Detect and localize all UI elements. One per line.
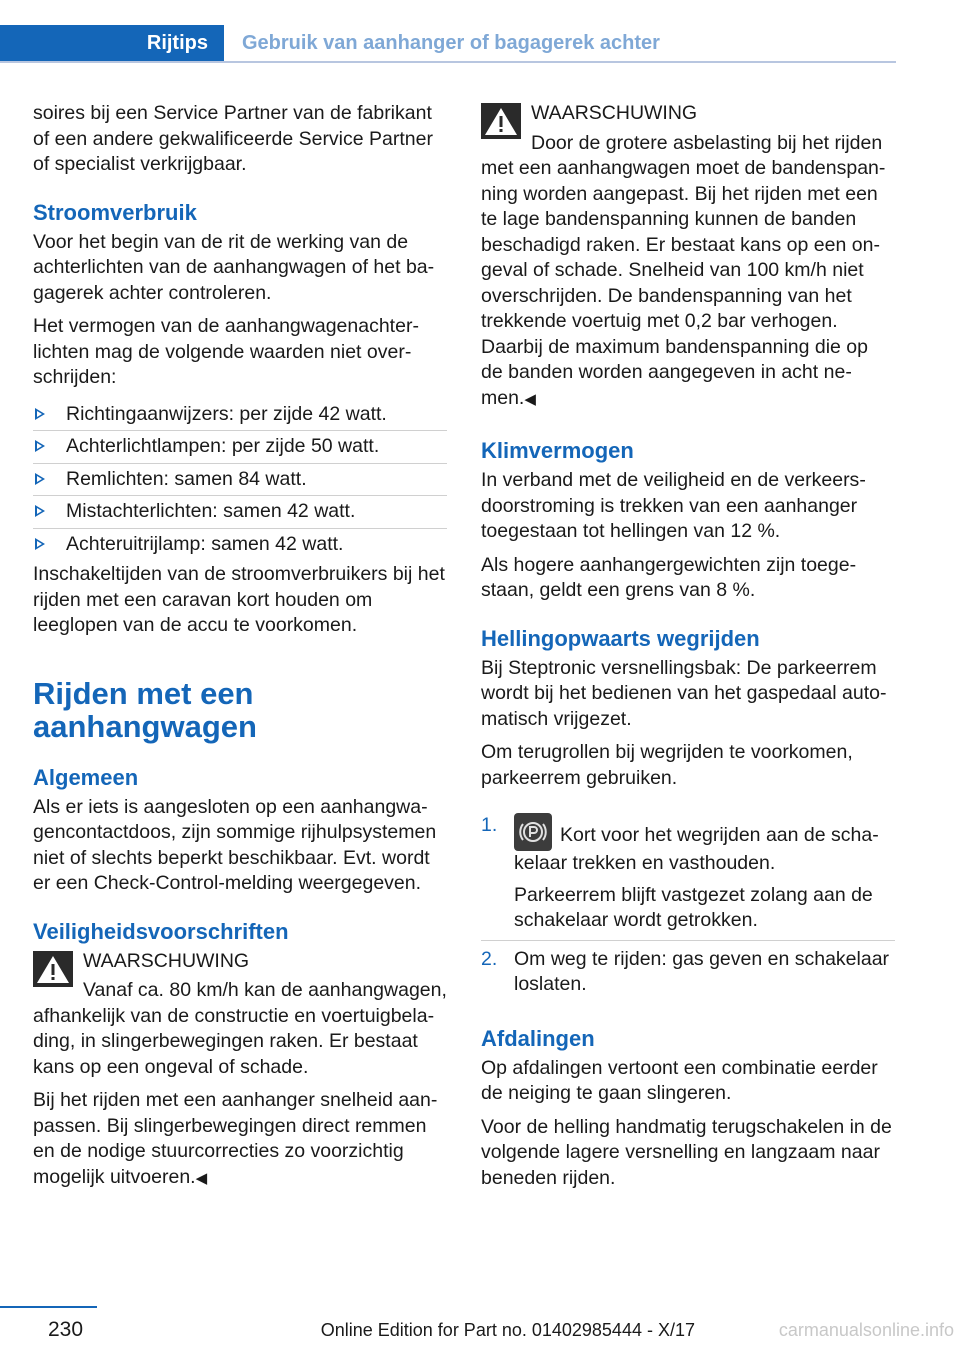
warning-title: WAARSCHUWING <box>531 102 698 124</box>
warning-paragraph-1: Vanaf ca. 80 km/h kan de aanhangwagen, afhankelijk van de constructie en voertuigbelading, in slingerbewegingen raken. Er bestaat kans op een ongeval of schade. <box>33 979 447 1078</box>
header-section-label: Rijtips <box>146 32 208 54</box>
intro-paragraph: soires bij een Service Partner van de fabrikant of een andere gekwalificeerde Service Partner of specialist verkrijgbaar. <box>33 102 433 175</box>
steps-list <box>481 813 895 1004</box>
right-column <box>481 101 895 1199</box>
list-item <box>481 940 895 1004</box>
page-header <box>0 25 896 63</box>
page-number: 230 <box>48 1318 84 1341</box>
stroomverbruik-paragraph-2: Het vermogen van de aanhangwagenachterlichten mag de volgende waarden niet overschrijden: <box>33 315 419 388</box>
warning-paragraph: Door de grotere asbelasting bij het rijden met een aanhangwagen moet de bandenspanning worden aangepast. Bij het rijden met een te lage bandenspanning kunnen de banden beschadigd raken. Er bestaat kans op een ongeval of schade. Snelheid van 100 km/h niet overschrijden. De bandenspanning van het trekkende voertuig met 0,2 bar verhogen. Daarbij de maximum bandenspanning die op de banden worden aangegeven in acht nemen.◀ <box>481 131 886 409</box>
step-subtext: Parkeerrem blijft vastgezet zolang aan de schakelaar wordt getrokken. <box>514 883 873 931</box>
list-item <box>481 813 895 940</box>
warning-triangle-icon <box>481 103 521 139</box>
hellingopwaarts-paragraph-1: Bij Steptronic versnellingsbak: De parkeerrem wordt bij het bedienen van het gaspedaal automatisch vrijgezet. <box>481 656 887 730</box>
hellingopwaarts-heading: Hellingopwaarts wegrijden <box>481 625 760 651</box>
algemeen-paragraph: Als er iets is aangesloten op een aanhangwagencontactdoos, zijn sommige rijhulpsystemen niet of slechts beperkt beschikbaar. Evt. wordt er een Check-Control-melding weergegeven. <box>33 795 437 894</box>
parking-brake-icon <box>514 813 552 851</box>
stroomverbruik-heading: Stroomverbruik <box>33 199 197 225</box>
end-mark: ◀ <box>195 1169 208 1187</box>
warning-block <box>33 949 447 1192</box>
bullet-triangle-icon <box>35 408 45 420</box>
list-item: Richtingaanwijzers: per zijde 42 watt. <box>33 399 447 432</box>
algemeen-heading: Algemeen <box>33 764 139 790</box>
step-text: Om weg te rijden: gas geven en schakelaar loslaten. <box>514 947 890 995</box>
header-section-tab <box>0 25 224 61</box>
watermark: carmanualsonline.info <box>778 1320 954 1340</box>
list-item: Achterlichtlampen: per zijde 50 watt. <box>33 431 447 464</box>
left-column <box>33 101 447 1199</box>
bullet-triangle-icon <box>35 505 45 517</box>
bullet-triangle-icon <box>35 440 45 452</box>
hellingopwaarts-paragraph-2: Om terugrollen bij wegrijden te voorkomen, parkeerrem gebruiken. <box>481 741 853 789</box>
footer-line <box>0 1306 97 1308</box>
stroomverbruik-paragraph-1: Voor het begin van de rit de werking van de achterlichten van de aanhangwagen of het bagagerek achter controleren. <box>33 230 435 304</box>
afdalingen-paragraph-2: Voor de helling handmatig terugschakelen in de volgende lagere versnelling en langzaam naar beneden rijden. <box>481 1115 892 1189</box>
afdalingen-paragraph-1: Op afdalingen vertoont een combinatie eerder de neiging te gaan slingeren. <box>481 1056 878 1104</box>
list-item: Achteruitrijlamp: samen 42 watt. <box>33 529 447 561</box>
wattage-list <box>33 399 447 561</box>
bullet-triangle-icon <box>35 538 45 550</box>
veiligheid-heading: Veiligheidsvoorschriften <box>33 918 289 944</box>
list-item: Remlichten: samen 84 watt. <box>33 464 447 497</box>
klimvermogen-paragraph-2: Als hogere aanhangergewichten zijn toegestaan, geldt een grens van 8 %. <box>481 553 857 601</box>
edition-text: Online Edition for Part no. 01402985444 - X/17 <box>320 1320 695 1340</box>
main-heading: Rijden met een aanhangwagen <box>33 675 257 744</box>
warning-triangle-icon <box>33 951 73 987</box>
header-chapter-title: Gebruik van aanhanger of bagagerek achter <box>242 32 660 54</box>
bullet-triangle-icon <box>35 473 45 485</box>
end-mark: ◀ <box>524 390 536 408</box>
warning-title: WAARSCHUWING <box>83 949 250 972</box>
klimvermogen-heading: Klimvermogen <box>481 438 634 463</box>
step-number: 2. <box>481 947 498 970</box>
step-number: 1. <box>481 814 498 836</box>
step-text: Kort voor het wegrijden aan de schakelaar trekken en vasthouden. <box>514 824 879 874</box>
klimvermogen-paragraph-1: In verband met de veiligheid en de verkeersdoorstroming is trekken van een aanhanger toegestaan tot hellingen van 12 %. <box>481 469 866 542</box>
list-item: Mistachterlichten: samen 42 watt. <box>33 496 447 529</box>
stroomverbruik-paragraph-3: Inschakeltijden van de stroomverbruikers bij het rijden met een caravan kort houden om leeglopen van de accu te voorkomen. <box>33 563 445 636</box>
afdalingen-heading: Afdalingen <box>481 1025 595 1051</box>
warning-paragraph-2: Bij het rijden met een aanhanger snelheid aanpassen. Bij slingerbewegingen direct remmen en de nodige stuurcorrecties zo voorzichtig mogelijk uitvoeren.◀ <box>33 1089 438 1188</box>
warning-block <box>481 101 895 412</box>
